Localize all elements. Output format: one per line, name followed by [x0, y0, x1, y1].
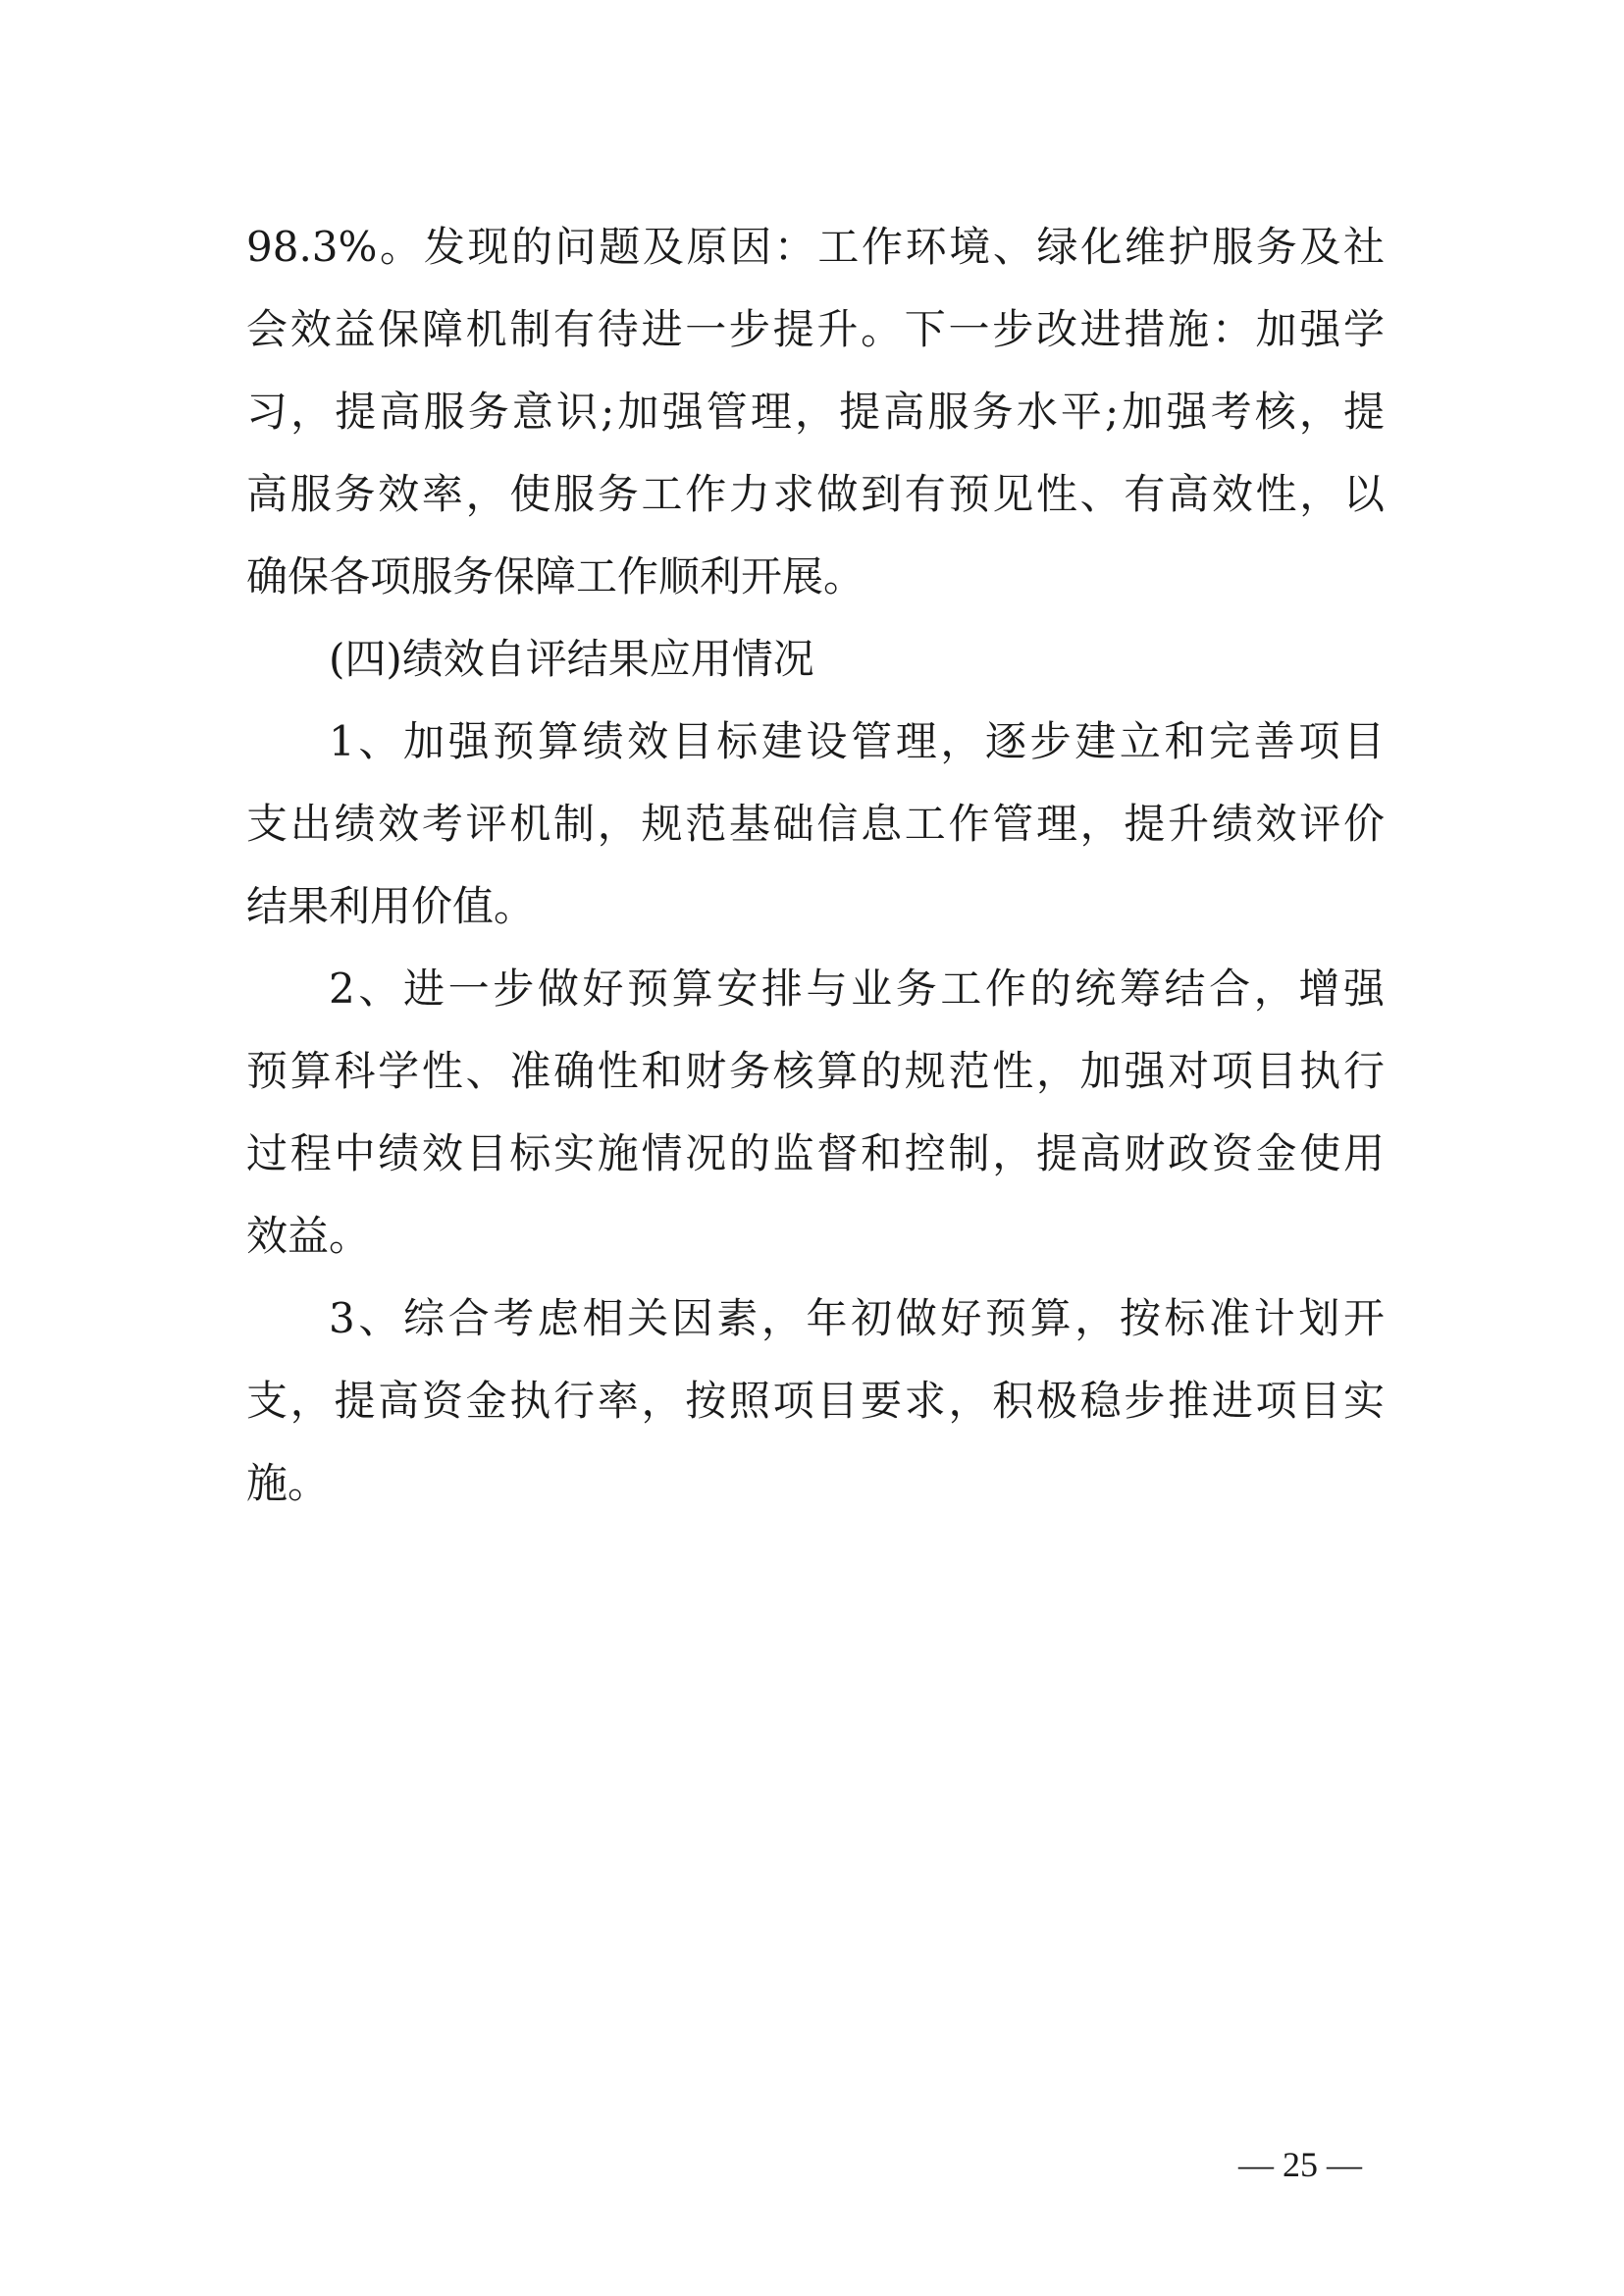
text-line: 支，提高资金执行率，按照项目要求，积极稳步推进项目实 [246, 1377, 1385, 1425]
section-heading: (四)绩效自评结果应用情况 [329, 635, 814, 683]
text-line: 施。 [246, 1459, 330, 1507]
text-line: 习，提高服务意识;加强管理，提高服务水平;加强考核，提 [246, 388, 1385, 436]
page-number: — 25 — [1238, 2145, 1362, 2184]
text-line: 过程中绩效目标实施情况的监督和控制，提高财政资金使用 [246, 1129, 1385, 1177]
text-line: 98.3%。发现的问题及原因：工作环境、绿化维护服务及社 [246, 223, 1385, 271]
text-line: 高服务效率，使服务工作力求做到有预见性、有高效性，以 [246, 470, 1385, 518]
text-line: 支出绩效考评机制，规范基础信息工作管理，提升绩效评价 [246, 800, 1385, 848]
text-line: 效益。 [246, 1212, 371, 1260]
text-line: 预算科学性、准确性和财务核算的规范性，加强对项目执行 [246, 1047, 1385, 1095]
text-line: 确保各项服务保障工作顺利开展。 [246, 552, 865, 600]
text-line: 3、综合考虑相关因素，年初做好预算，按标准计划开 [329, 1294, 1385, 1342]
text-line: 结果利用价值。 [246, 882, 536, 930]
text-line: 2、进一步做好预算安排与业务工作的统筹结合，增强 [329, 965, 1385, 1013]
text-line: 1、加强预算绩效目标建设管理，逐步建立和完善项目 [329, 717, 1385, 765]
text-line: 会效益保障机制有待进一步提升。下一步改进措施：加强学 [246, 305, 1385, 353]
